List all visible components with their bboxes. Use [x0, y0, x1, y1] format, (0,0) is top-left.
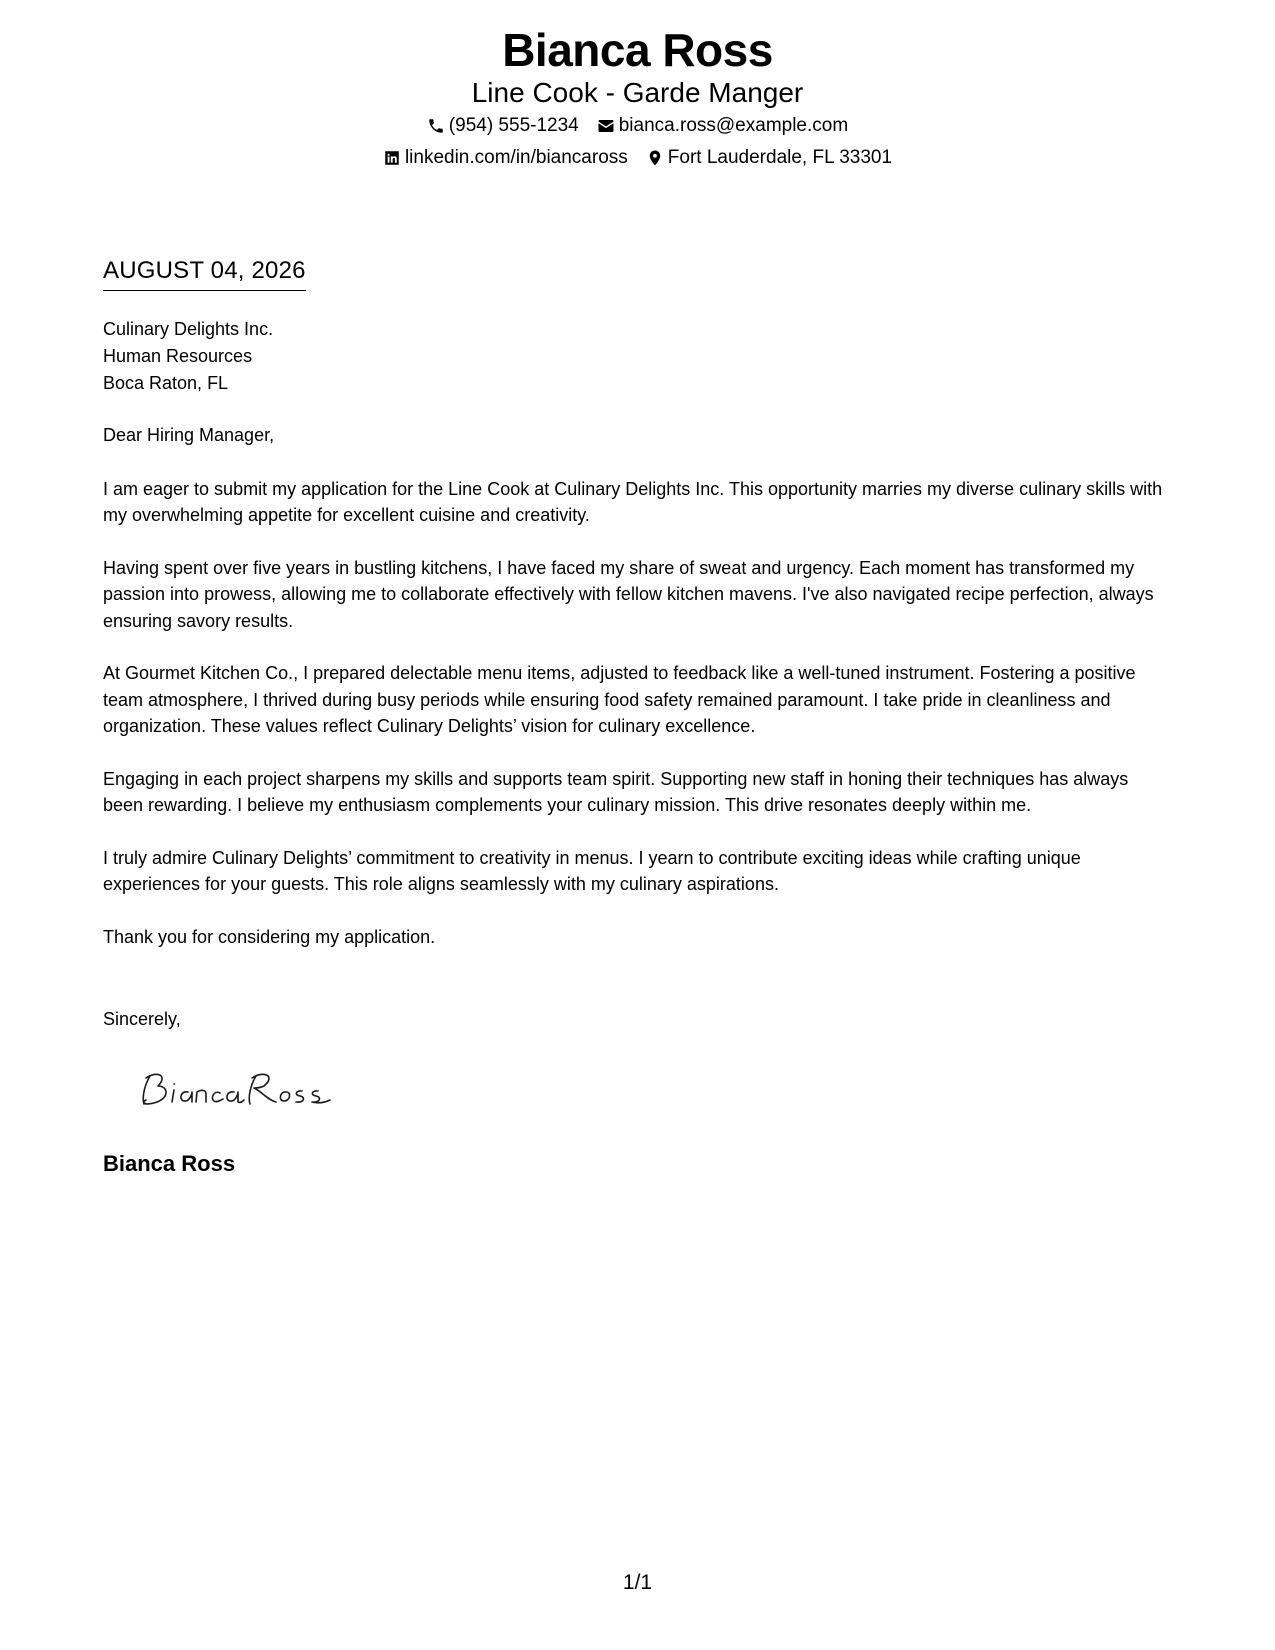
letter-body	[103, 422, 1173, 976]
letter-header	[0, 22, 1275, 174]
recipient-location: Boca Raton, FL	[103, 373, 229, 393]
envelope-icon	[597, 117, 615, 135]
linkedin-icon	[383, 149, 401, 167]
location-contact	[646, 142, 892, 174]
body-paragraph: I am eager to submit my application for the Line Cook at Culinary Delights Inc. This opportunity marries my diverse culinary skills with my overwhelming appetite for excellent cuisine and creativity.	[103, 478, 1163, 525]
body-paragraph: Thank you for considering my application.	[103, 926, 436, 947]
email-address[interactable]: bianca.ross@example.com	[618, 115, 849, 136]
page-number: 1/1	[622, 1571, 653, 1594]
phone-icon	[427, 117, 445, 135]
contact-row-primary	[0, 110, 1275, 142]
recipient-block	[103, 316, 273, 397]
applicant-role: Line Cook - Garde Manger	[471, 77, 804, 108]
phone-contact	[427, 110, 579, 142]
signer-name: Bianca Ross	[103, 1151, 236, 1176]
contact-row-secondary	[0, 142, 1275, 174]
body-paragraph: At Gourmet Kitchen Co., I prepared delectable menu items, adjusted to feedback like a well-tuned instrument. Fostering a positive team atmosphere, I thrived during busy periods while ensuring food safety remained paramount. I take pride in cleanliness and organization. These values reflect Culinary Delights’ vision for culinary excellence.	[103, 663, 1136, 736]
body-paragraph: Engaging in each project sharpens my skills and supports team spirit. Supporting new staff in honing their techniques has always been rewarding. I believe my enthusiasm complements your culinary mission. This drive resonates deeply within me.	[103, 768, 1129, 815]
location-text: Fort Lauderdale, FL 33301	[667, 147, 893, 168]
recipient-company: Culinary Delights Inc.	[103, 319, 274, 339]
map-marker-icon	[646, 149, 664, 167]
applicant-name: Bianca Ross	[502, 24, 773, 76]
phone-number[interactable]: (954) 555-1234	[448, 115, 579, 136]
handwritten-signature	[136, 1064, 336, 1114]
recipient-department: Human Resources	[103, 346, 253, 366]
linkedin-contact	[383, 142, 628, 174]
body-paragraph: Having spent over five years in bustling kitchens, I have faced my share of sweat and urgency. Each moment has transformed my passion into prowess, allowing me to collaborate effectively with fellow kitchen mavens. I've also navigated recipe perfection, always ensuring savory results.	[103, 557, 1154, 631]
body-paragraph: I truly admire Culinary Delights’ commitment to creativity in menus. I yearn to contribute exciting ideas while crafting unique experiences for your guests. This role aligns seamlessly with my culinary aspirations.	[103, 847, 1081, 894]
letter-date: AUGUST 04, 2026	[103, 256, 306, 291]
closing: Sincerely,	[103, 1009, 181, 1029]
salutation: Dear Hiring Manager,	[103, 425, 275, 445]
email-contact	[597, 110, 848, 142]
linkedin-url[interactable]: linkedin.com/in/biancaross	[404, 147, 628, 168]
